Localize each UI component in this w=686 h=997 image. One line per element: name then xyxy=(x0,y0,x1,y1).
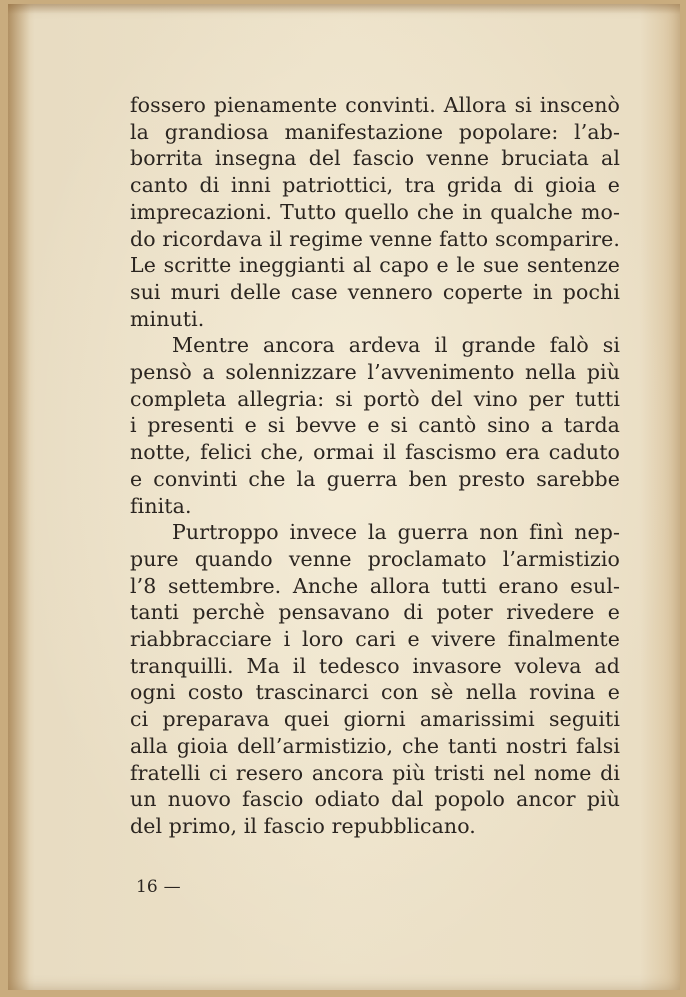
text-line: i presenti e si bevve e si cantò sino a tarda xyxy=(130,413,620,438)
text-line: riabbracciare i loro cari e vivere finalmente xyxy=(130,627,620,652)
text-line: alla gioia dell’armistizio, che tanti nostri falsi xyxy=(130,733,620,758)
text-line: del primo, il fascio repubblicano. xyxy=(130,813,476,838)
text-line: pure quando venne proclamato l’armistizio xyxy=(130,546,620,571)
page-top-shadow xyxy=(8,4,680,14)
text-line: fossero pienamente convinti. Allora si inscenò xyxy=(130,93,620,117)
text-line: e convinti che la guerra ben presto sarebbe xyxy=(130,466,620,491)
text-line: Le scritte ineggianti al capo e le sue sentenze xyxy=(130,253,620,278)
text-line: minuti. xyxy=(130,306,205,331)
text-line: ogni costo trascinarci con sè nella rovina e xyxy=(130,680,620,705)
page-footer xyxy=(136,877,181,897)
text-line: completa allegria: si portò del vino per tutti xyxy=(130,386,620,411)
text-line: tanti perchè pensavano di poter rivedere e xyxy=(130,600,620,625)
text-line: la grandiosa manifestazione popolare: l’ab- xyxy=(130,119,620,144)
paragraph-start-line: Purtroppo invece la guerra non finì nep- xyxy=(172,520,620,545)
paragraph-start-line: Mentre ancora ardeva il grande falò si xyxy=(172,333,620,358)
page-number-dash: — xyxy=(163,877,181,897)
text-line: tranquilli. Ma il tedesco invasore voleva ad xyxy=(130,653,620,678)
body-text xyxy=(130,92,620,840)
text-line: ci preparava quei giorni amarissimi seguiti xyxy=(130,707,620,732)
text-line: un nuovo fascio odiato dal popolo ancor più xyxy=(130,787,620,812)
text-line: notte, felici che, ormai il fascismo era caduto xyxy=(130,440,620,465)
page-edge-shadow xyxy=(8,4,30,990)
text-line: borrita insegna del fascio venne bruciata al xyxy=(130,146,620,171)
text-line: do ricordava il regime venne fatto scomparire. xyxy=(130,226,620,251)
page-number: 16 xyxy=(136,877,158,897)
text-line: pensò a solennizzare l’avvenimento nella più xyxy=(130,360,620,385)
text-line: finita. xyxy=(130,493,192,518)
text-line: sui muri delle case vennero coperte in pochi xyxy=(130,279,620,304)
text-line: canto di inni patriottici, tra grida di gioia e xyxy=(130,173,620,198)
text-line: fratelli ci resero ancora più tristi nel nome di xyxy=(130,760,620,785)
book-page xyxy=(8,4,680,990)
text-line: l’8 settembre. Anche allora tutti erano esul- xyxy=(130,573,620,598)
text-line: imprecazioni. Tutto quello che in qualche mo- xyxy=(130,199,620,224)
